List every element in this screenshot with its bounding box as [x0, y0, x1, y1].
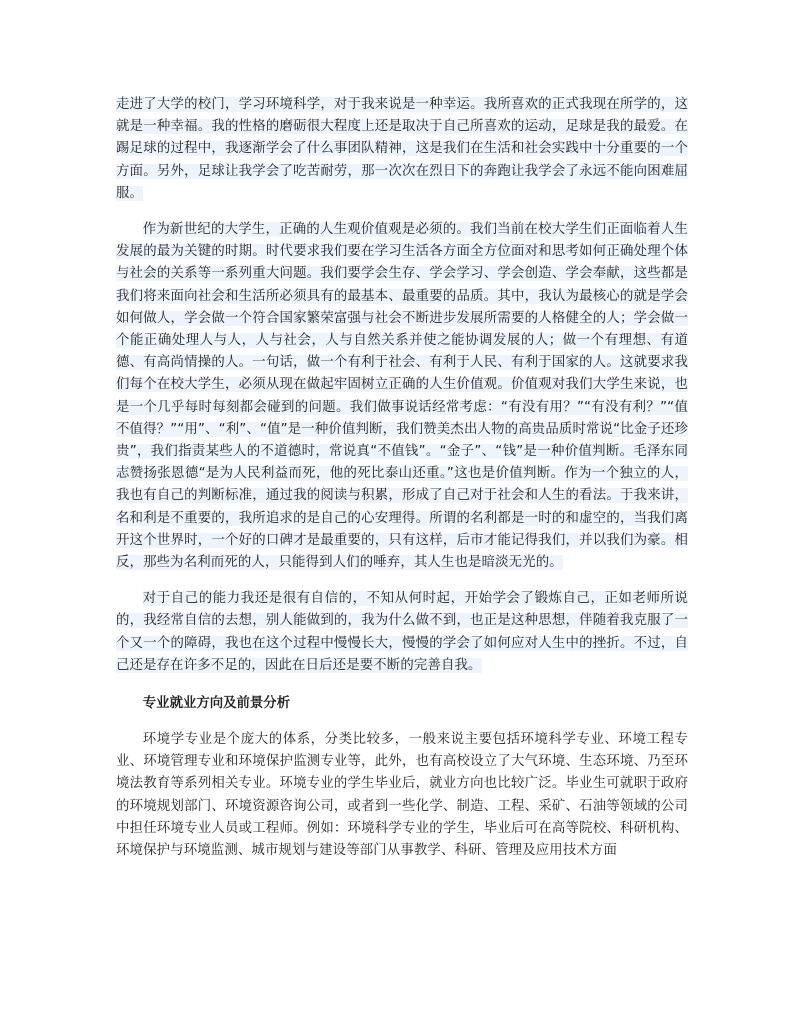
paragraph-values — [116, 219, 688, 574]
highlighted-text: 作为新世纪的大学生，正确的人生观价值观是必须的。我们当前在校大学生们正面临着人生发展的最为关键的时期。时代要求我们要在学习生活各方面全方位面对和思考如何正确处理个体与社会的关系等一系列重大问题。我们要学会生存、学会学习、学会创造、学会奉献，这些都是我们将来面向社会和生活所必须具有的最基本、最重要的品质。其中，我认为最核心的就是学会如何做人，学会做一个符合国家繁荣富强与社会不断进步发展所需要的人格健全的人；学会做一个能正确处理人与人，人与社会，人与自然关系并使之能协调发展的人；做一个有理想、有道德、有高尚情操的人。一句话，做一个有利于社会、有利于人民、有利于国家的人。这就要求我们每个在校大学生，必须从现在做起牢固树立正确的人生价值观。价值观对我们大学生来说，也是一个几乎每时每刻都会碰到的问题。我们做事说话经常考虑：“有没有用？”“有没有利？”“值不值得？”“用”、“利”、“值”是一种价值判断，我们赞美杰出人物的高贵品质时常说“比金子还珍贵”，我们指责某些人的不道德时，常说真“不值钱”。“金子”、“钱”是一种价值判断。毛泽东同志赞扬张恩德“是为人民利益而死，他的死比泰山还重。”这也是价值判断。作为一个独立的人，我也有自己的判断标准，通过我的阅读与积累，形成了自己对于社会和人生的看法。于我来讲，名和利是不重要的，我所追求的是自己的心安理得。所谓的名利都是一时的和虚空的，当我们离开这个世界时，一个好的口碑才是最重要的，只有这样，后市才能记得我们，并以我们为豪。相反，那些为名利而死的人，只能得到人们的唾弃，其人生也是暗淡无光的。 — [116, 222, 688, 571]
paragraph-career-direction: 环境学专业是个庞大的体系，分类比较多，一般来说主要包括环境科学专业、环境工程专业、环境管理专业和环境保护监测专业等，此外，也有高校设立了大气环境、生态环境、乃至环境法教育等系列相关专业。环境专业的学生毕业后，就业方向也比较广泛。毕业生可就职于政府的环境规划部门、环境资源咨询公司，或者到一些化学、制造、工程、采矿、石油等领域的公司中担任环境专业人员或工程师。例如：环境科学专业的学生，毕业后可在高等院校、科研机构、环境保护与环境监测、城市规划与建设等部门从事教学、科研、管理及应用技术方面 — [116, 732, 688, 859]
paragraph-college-life — [116, 94, 688, 205]
highlighted-text: 对于自己的能力我还是很有自信的，不知从何时起，开始学会了锻炼自己，正如老师所说的，我经常自信的去想，别人能做到的，我为什么做不到，也正是这种思想，伴随着我克服了一个又一个的障碍，我也在这个过程中慢慢长大，慢慢的学会了如何应对人生中的挫折。不过，自己还是存在许多不足的，因此在日后还是要不断的完善自我。 — [116, 591, 688, 673]
paragraph-self-confidence — [116, 588, 688, 677]
highlighted-text: 走进了大学的校门，学习环境科学，对于我来说是一种幸运。我所喜欢的正式我现在所学的，这就是一种幸福。我的性格的磨砺很大程度上还是取决于自己所喜欢的运动，足球是我的最爱。在踢足球的过程中，我逐渐学会了什么事团队精神，这是我们在生活和社会实践中十分重要的一个方面。另外，足球让我学会了吃苦耐劳，那一次次在烈日下的奔跑让我学会了永远不能向困难屈服。 — [116, 97, 688, 201]
document-page — [116, 94, 688, 862]
section-heading: 专业就业方向及前景分析 — [142, 696, 291, 712]
